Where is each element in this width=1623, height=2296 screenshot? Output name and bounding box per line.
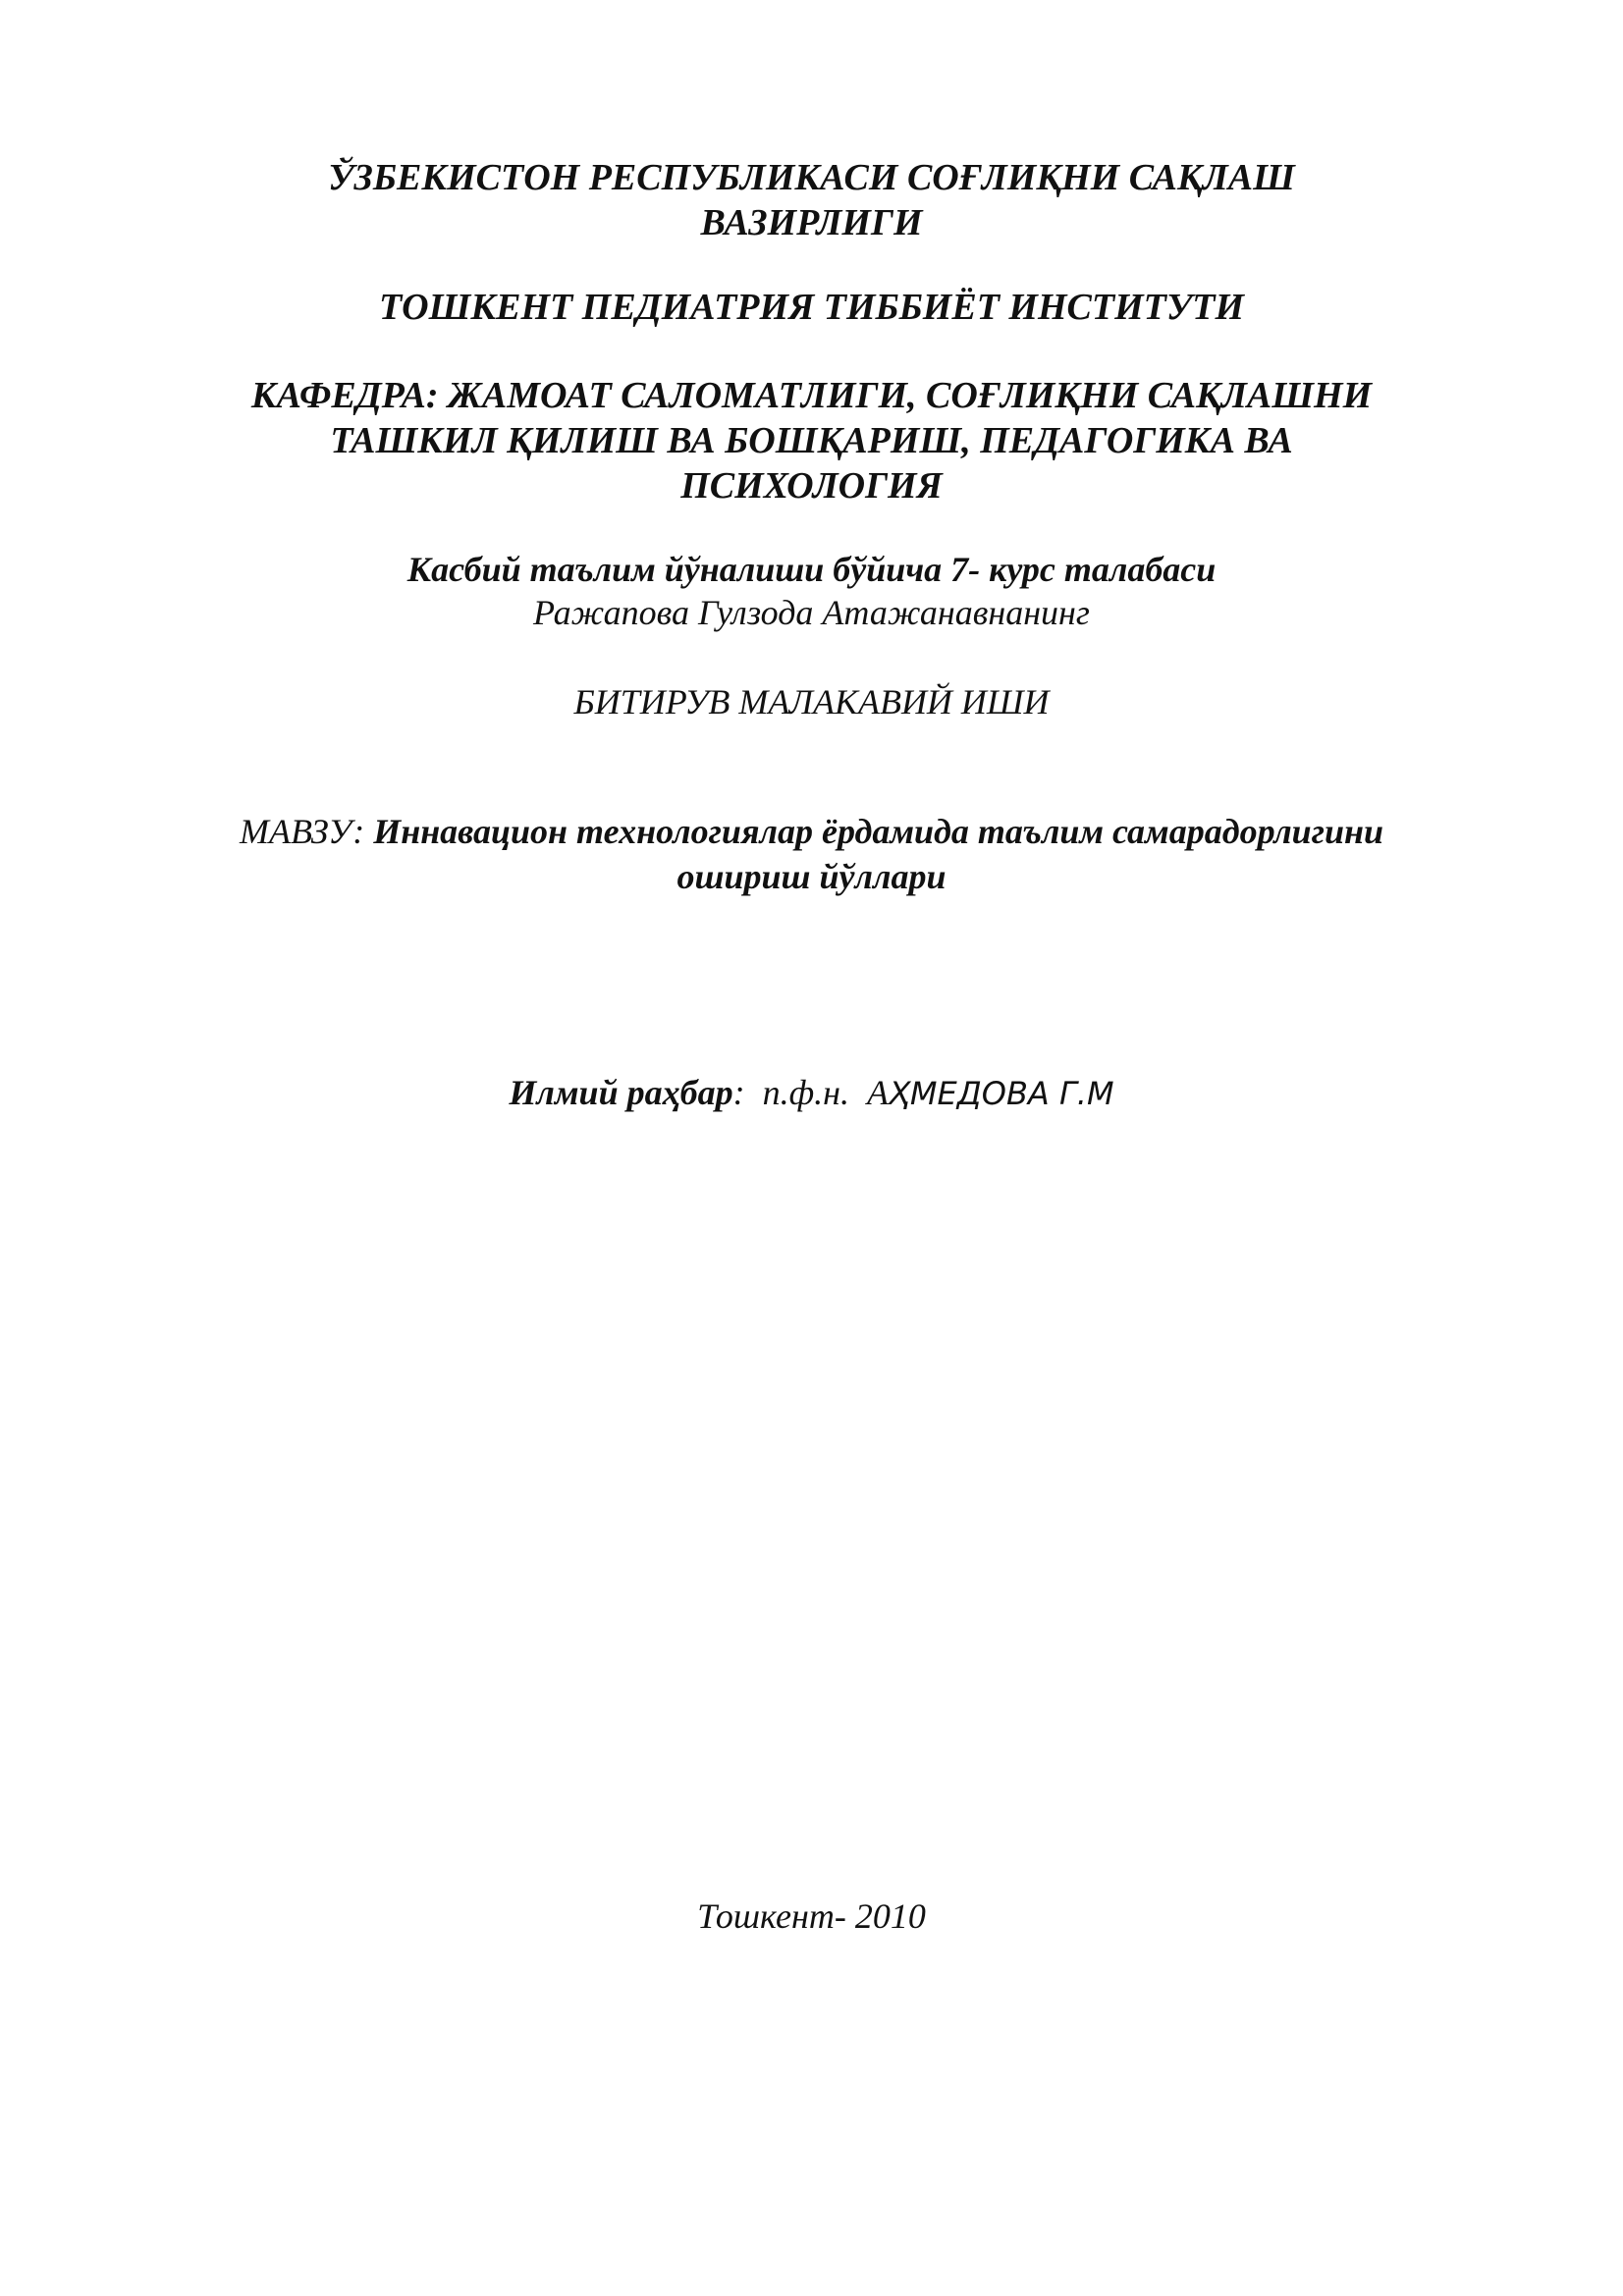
supervisor-label: Илмий раҳбар — [509, 1073, 733, 1112]
student-name: Ражапова Гулзода Атажанавнанинг — [533, 593, 1090, 632]
department-heading — [0, 373, 1623, 508]
department-line-1: КАФЕДРА: ЖАМОАТ САЛОМАТЛИГИ, СОҒЛИҚНИ САҚЛАШНИ — [250, 375, 1373, 416]
student-course: Касбий таълим йўналиши бўйича 7- курс талабаси — [406, 550, 1217, 589]
city-year — [0, 1895, 1623, 1938]
supervisor-name: ҲМЕДОВА Г.М — [889, 1075, 1114, 1112]
department-line-2: ТАШКИЛ ҚИЛИШ ВА БОШҚАРИШ, ПЕДАГОГИКА ВА — [330, 420, 1293, 461]
ministry-heading — [0, 155, 1623, 245]
department-line-3: ПСИХОЛОГИЯ — [680, 465, 943, 507]
topic-label: МАВЗУ — [239, 812, 353, 851]
work-type-label: БИТИРУВ МАЛАКАВИЙ ИШИ — [573, 682, 1050, 721]
work-type — [0, 680, 1623, 723]
institute-heading — [0, 285, 1623, 330]
supervisor-degree: п.ф.н. А — [744, 1073, 889, 1112]
topic-separator: : — [352, 812, 365, 851]
institute-name: ТОШКЕНТ ПЕДИАТРИЯ ТИББИЁТ ИНСТИТУТИ — [378, 287, 1245, 328]
ministry-line-1: ЎЗБЕКИСТОН РЕСПУБЛИКАСИ СОҒЛИҚНИ САҚЛАШ — [328, 157, 1295, 198]
student-info — [0, 548, 1623, 634]
topic-title-line-2: ошириш йўллари — [676, 857, 947, 896]
topic-section — [0, 809, 1623, 899]
supervisor-separator: : — [732, 1073, 745, 1112]
ministry-line-2: ВАЗИРЛИГИ — [700, 202, 923, 243]
city-year-text: Тошкент- 2010 — [697, 1896, 926, 1936]
supervisor-section — [0, 1070, 1623, 1116]
topic-title-line-1: Иннавацион технологиялар ёрдамида таълим самарадорлигини — [364, 812, 1384, 851]
